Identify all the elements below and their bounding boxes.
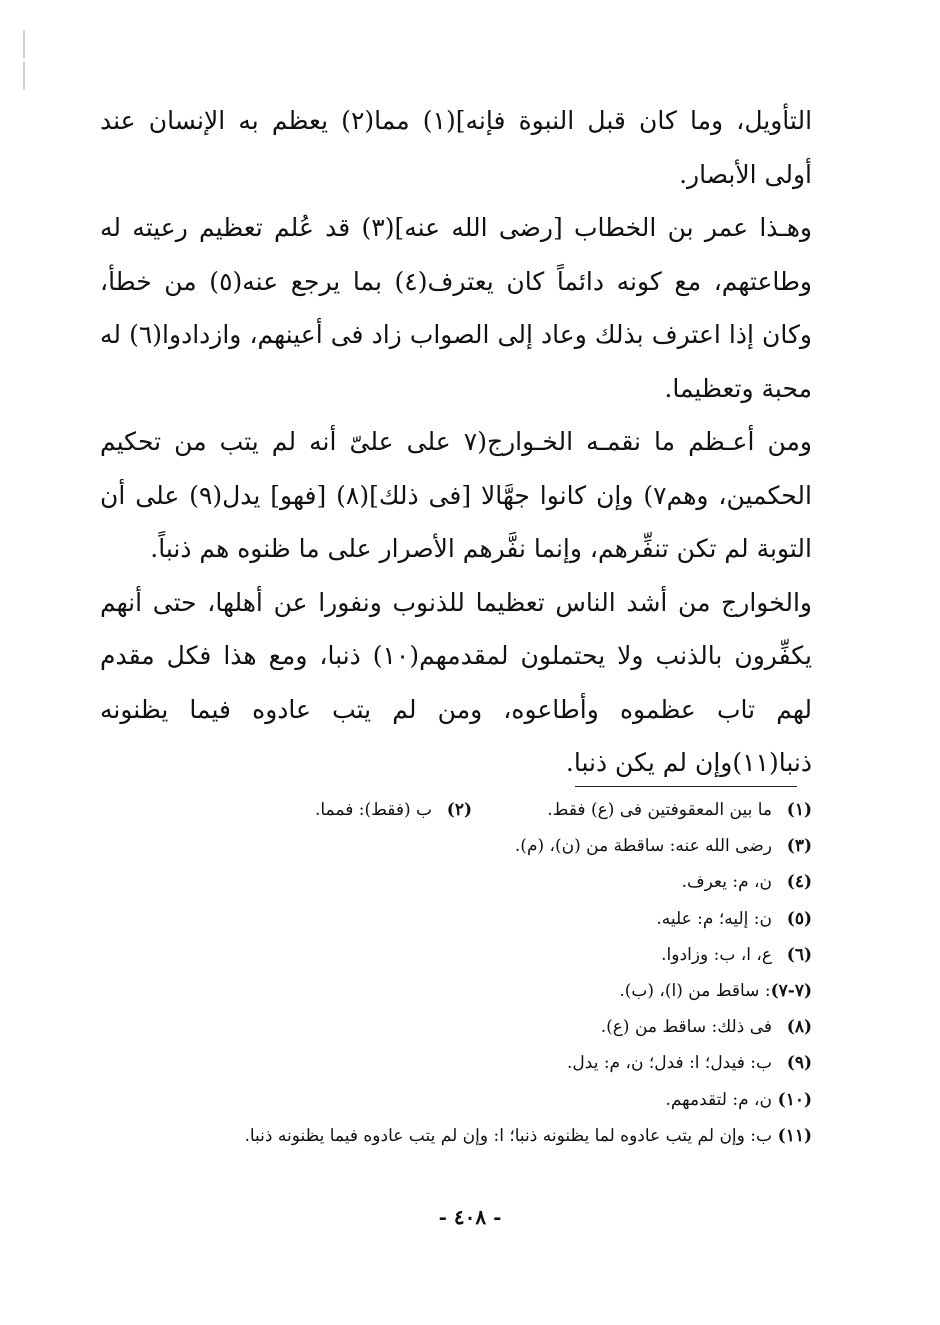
footnote-number: (٩) — [786, 1053, 812, 1074]
footnotes — [100, 792, 812, 1154]
footnote-separator — [575, 786, 797, 787]
footnote-9 — [100, 1045, 812, 1081]
scan-margin-mark — [23, 30, 25, 58]
footnote-text: ب (فقط): فمما. — [314, 800, 432, 820]
paragraph-2: وهـذا عمر بن الخطاب [رضى الله عنه](٣) قد عُلم تعظيم رعيته له وطاعتهم، مع كونه دائماً كان يعترف(٤) بما يرجع عنه(٥) من خطأ، وكان إذا اعترف بذلك وعاد إلى الصواب زاد فى أعينهم، وازدادوا(٦) له محبة وتعظيما. — [100, 213, 812, 403]
footnote-row — [100, 792, 812, 828]
footnote-number: (١) — [786, 800, 812, 820]
footnote-1 — [472, 792, 812, 828]
scan-margin-mark — [23, 62, 25, 90]
footnote-number: (٣) — [786, 836, 812, 857]
footnote-number: (٢) — [446, 800, 472, 820]
footnote-text: : ساقط من (ا)، (ب). — [619, 981, 771, 1002]
footnote-11 — [100, 1118, 812, 1154]
footnote-number: (٧-٧) — [770, 981, 812, 1002]
footnote-text: رضى الله عنه: ساقطة من (ن)، (م). — [514, 836, 772, 857]
footnote-2 — [315, 792, 472, 828]
footnote-6 — [100, 937, 812, 973]
footnote-text: ن، م: يعرف. — [681, 872, 772, 893]
footnote-number: (١١) — [777, 1125, 812, 1146]
footnote-3 — [100, 828, 812, 864]
paragraph-4: والخوارج من أشد الناس تعظيما للذنوب ونفورا عن أهلها، حتى أنهم يكفِّرون بالذنب ولا يحتملون لمقدمهم(١٠) ذنبا، ومع هذا فكل مقدم لهم تاب عظموه وأطاعوه، ومن لم يتب عادوه فيما يظنونه ذنبا(١١)وإن لم يكن ذنبا. — [100, 587, 812, 777]
footnote-text: فى ذلك: ساقط من (ع). — [600, 1017, 772, 1038]
footnote-text: ما بين المعقوفتين فى (ع) فقط. — [547, 800, 772, 820]
footnote-8 — [100, 1009, 812, 1045]
footnote-number: (١٠) — [777, 1089, 812, 1110]
footnote-text: ب: وإن لم يتب عادوه لما يظنونه ذنبا؛ ا: وإن لم يتب عادوه فيما يظنونه ذنبا. — [244, 1125, 772, 1146]
footnote-4 — [100, 864, 812, 900]
footnote-number: (٥) — [786, 908, 812, 929]
footnote-number: (٨) — [786, 1017, 812, 1038]
footnote-text: ن: إليه؛ م: عليه. — [656, 908, 772, 929]
footnote-5 — [100, 901, 812, 937]
page-number: - ٤٠٨ - — [438, 1205, 502, 1229]
footnote-text: ب: فيدل؛ ا: فدل؛ ن، م: يدل. — [567, 1053, 772, 1074]
footnote-7-7 — [100, 973, 812, 1009]
footnote-10 — [100, 1082, 812, 1118]
paragraph-3: ومن أعـظم ما نقمـه الخـوارج(٧ على علىّ أنه لم يتب من تحكيم الحكمين، وهم٧) وإن كانوا جهَّالا [فى ذلك](٨) [فهو] يدل(٩) على أن التوبة لم تكن تنفِّرهم، وإنما نفَّرهم الأصرار على ما ظنوه هم ذنباً. — [100, 427, 813, 563]
footnote-text: ع، ا، ب: وزادوا. — [661, 944, 772, 965]
main-text — [100, 94, 812, 790]
paragraph-1: التأويل، وما كان قبل النبوة فإنه](١) مما(٢) يعظم به الإنسان عند أولى الأبصار. — [100, 106, 813, 189]
footnote-text: ن، م: لتقدمهم. — [665, 1089, 772, 1110]
footnote-number: (٤) — [786, 872, 812, 893]
footnote-number: (٦) — [786, 944, 812, 965]
